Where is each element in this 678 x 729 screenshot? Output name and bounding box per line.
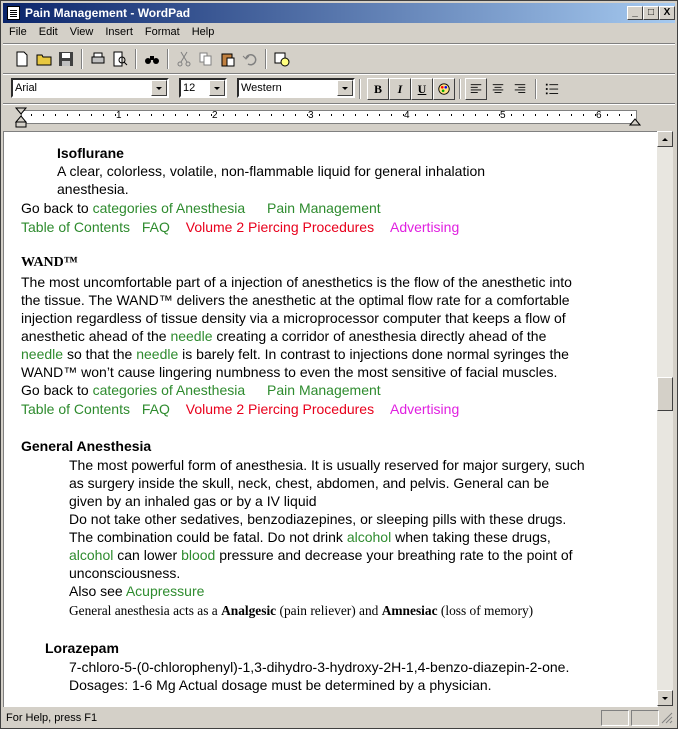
- toolbar-separator: [265, 49, 267, 69]
- cut-scissors-icon[interactable]: [173, 48, 195, 70]
- toolbar-separator: [459, 79, 461, 99]
- ruler-tick: [247, 114, 248, 116]
- chevron-up-icon: [658, 132, 672, 146]
- link-alcohol[interactable]: alcohol: [346, 529, 392, 545]
- ruler-tick: [439, 114, 440, 116]
- ruler-tick: [115, 114, 116, 116]
- maximize-button[interactable]: □: [643, 6, 659, 20]
- vertical-scrollbar[interactable]: [657, 131, 673, 706]
- link-advertising[interactable]: Advertising: [389, 401, 460, 417]
- document-area[interactable]: [3, 131, 658, 707]
- chevron-down-icon[interactable]: [209, 80, 225, 96]
- ruler-tick: [523, 114, 524, 116]
- text-fragment: pressure and decrease your breathing rate to the point of: [219, 547, 573, 563]
- status-panel: [601, 710, 629, 726]
- link-faq[interactable]: FAQ: [141, 401, 170, 417]
- link-alcohol[interactable]: alcohol: [69, 547, 114, 563]
- ruler-tick: [307, 114, 308, 116]
- toolbar-separator: [359, 79, 361, 99]
- text-line: Dosages: 1-6 Mg Actual dosage must be determined by a physician.: [69, 677, 492, 693]
- menu-bar: [3, 24, 675, 43]
- text-fragment: General anesthesia acts as a: [69, 603, 218, 618]
- right-indent-marker[interactable]: [629, 117, 641, 127]
- ruler-number: 5: [500, 110, 506, 121]
- link-needle[interactable]: needle: [170, 328, 213, 344]
- close-button[interactable]: X: [659, 6, 675, 20]
- ruler-tick: [379, 114, 380, 116]
- ruler-tick: [403, 114, 404, 116]
- scroll-thumb[interactable]: [657, 377, 673, 411]
- print-preview-icon[interactable]: [109, 48, 131, 70]
- menu-view[interactable]: View: [69, 26, 94, 38]
- toolbar-separator: [81, 49, 83, 69]
- text-fragment: when taking these drugs,: [395, 529, 551, 545]
- ruler-tick: [163, 114, 164, 116]
- ruler-tick: [295, 114, 296, 116]
- ruler-tick: [487, 114, 488, 116]
- menu-format[interactable]: Format: [144, 26, 180, 38]
- go-back-text: Go back to: [21, 382, 89, 398]
- ruler-tick: [559, 114, 560, 116]
- text-line: the tissue. The WAND™ delivers the anesthetic at the optimal flow rate for a comfortable: [21, 292, 570, 308]
- chevron-down-icon: [658, 691, 672, 705]
- nav-line: [21, 381, 381, 399]
- nav-line: [21, 218, 459, 236]
- ruler-tick: [583, 114, 584, 116]
- text-line: A clear, colorless, volatile, non-flammable liquid for general inhalation: [57, 163, 486, 179]
- link-table-of-contents[interactable]: Table of Contents: [21, 219, 130, 235]
- text-line: unconsciousness.: [69, 565, 181, 581]
- ruler-tick: [199, 114, 200, 116]
- ruler-tick: [79, 114, 80, 116]
- ruler-tick: [283, 114, 284, 116]
- script-combo[interactable]: [237, 78, 355, 98]
- minimize-button[interactable]: _: [627, 6, 643, 20]
- link-categories[interactable]: categories of Anesthesia: [92, 382, 246, 398]
- ruler-tick: [415, 114, 416, 116]
- align-center-icon[interactable]: [487, 78, 509, 100]
- ruler-tick: [103, 114, 104, 116]
- text-line: [21, 327, 546, 345]
- heading-wand: WAND™: [21, 255, 78, 270]
- ruler-tick: [535, 114, 536, 116]
- title-bar[interactable]: [3, 3, 675, 23]
- text-line: 7-chloro-5-(0-chlorophenyl)-1,3-dihydro-3-hydroxy-2H-1,4-benzo-diazepin-2-one.: [69, 659, 570, 675]
- ruler-number: 3: [308, 110, 314, 121]
- toolbar-separator: [135, 49, 137, 69]
- chevron-down-icon[interactable]: [151, 80, 167, 96]
- script-value: Western: [241, 82, 282, 94]
- text-fragment: is barely felt. In contrast to injections done normal syringes the: [182, 346, 569, 362]
- insert-date-time-icon[interactable]: [271, 48, 293, 70]
- status-bar: [3, 708, 675, 728]
- ruler-tick: [43, 114, 44, 116]
- link-needle[interactable]: needle: [21, 346, 64, 362]
- ruler-tick: [235, 114, 236, 116]
- new-document-icon[interactable]: [11, 48, 33, 70]
- toolbar-separator: [167, 49, 169, 69]
- nav-line: [21, 199, 381, 217]
- ruler-number: 4: [404, 110, 410, 121]
- ruler-tick: [55, 114, 56, 116]
- scroll-up-button[interactable]: [657, 131, 673, 147]
- menu-edit[interactable]: Edit: [38, 26, 58, 38]
- heading-general-anesthesia: General Anesthesia: [21, 438, 152, 454]
- link-needle[interactable]: needle: [136, 346, 179, 362]
- link-categories[interactable]: categories of Anesthesia: [92, 200, 246, 216]
- left-indent-marker[interactable]: [15, 107, 29, 129]
- link-advertising[interactable]: Advertising: [389, 219, 460, 235]
- ruler-tick: [127, 114, 128, 116]
- ruler-tick: [331, 114, 332, 116]
- heading-lorazepam: Lorazepam: [45, 640, 119, 656]
- font-name-combo[interactable]: [11, 78, 169, 98]
- go-back-text: Go back to: [21, 200, 89, 216]
- term-analgesic: Analgesic: [221, 603, 277, 618]
- font-size-combo[interactable]: [179, 78, 227, 98]
- font-name-value: Arial: [15, 82, 38, 94]
- term-amnesiac: Amnesiac: [381, 603, 438, 618]
- scroll-down-button[interactable]: [657, 690, 673, 706]
- text-line: Do not take other sedatives, benzodiazepines, or sleeping pills with these drugs.: [69, 511, 567, 527]
- ruler-tick: [319, 114, 320, 116]
- font-size-value: 12: [183, 82, 196, 94]
- text-fragment: so that the: [66, 346, 133, 362]
- text-line: WAND™ won’t cause lingering numbness to even the most sensitive of facial muscles.: [21, 364, 558, 380]
- window-title: Pain Management - WordPad: [25, 6, 191, 20]
- ruler-tick: [223, 114, 224, 116]
- ruler-tick: [619, 114, 620, 116]
- ruler-tick: [511, 114, 512, 116]
- ruler-tick: [211, 114, 212, 116]
- link-acupressure[interactable]: Acupressure: [125, 583, 205, 599]
- ruler-tick: [91, 114, 92, 116]
- text-line: [69, 528, 551, 546]
- menu-help[interactable]: Help: [191, 26, 215, 38]
- status-text: For Help, press F1: [6, 712, 98, 724]
- text-line: The most powerful form of anesthesia. It is usually reserved for major surgery, such: [69, 457, 585, 473]
- link-table-of-contents[interactable]: Table of Contents: [21, 401, 130, 417]
- text-line: [69, 546, 573, 564]
- ruler-strip: [21, 110, 637, 124]
- ruler-tick: [451, 114, 452, 116]
- print-icon[interactable]: [87, 48, 109, 70]
- text-fragment: The combination could be fatal. Do not drink: [69, 529, 343, 545]
- ruler-tick: [631, 114, 632, 116]
- ruler-tick: [271, 114, 272, 116]
- text-line: The most uncomfortable part of a injection of anesthetics is the flow of the anesthetic into: [21, 274, 572, 290]
- ruler-tick: [427, 114, 428, 116]
- link-pain-management[interactable]: Pain Management: [267, 200, 381, 216]
- chevron-down-icon[interactable]: [337, 80, 353, 96]
- ruler-tick: [367, 114, 368, 116]
- ruler-number: 1: [116, 110, 122, 121]
- menu-insert[interactable]: Insert: [105, 26, 133, 38]
- ruler-tick: [31, 114, 32, 116]
- ruler-tick: [259, 114, 260, 116]
- ruler-tick: [355, 114, 356, 116]
- ruler-tick: [499, 114, 500, 116]
- link-pain-management[interactable]: Pain Management: [267, 382, 381, 398]
- ruler-number: 2: [212, 110, 218, 121]
- ruler-tick: [547, 114, 548, 116]
- ruler-tick: [595, 114, 596, 116]
- align-left-icon[interactable]: [465, 78, 487, 100]
- text-fragment: (pain reliever) and: [279, 603, 379, 618]
- color-palette-icon[interactable]: [433, 78, 455, 100]
- menu-file[interactable]: File: [9, 26, 27, 38]
- text-fragment: creating a corridor of anesthesia directly ahead of the: [216, 328, 547, 344]
- text-line: given by an inhaled gas or by a IV liquid: [69, 493, 317, 509]
- ruler-tick: [475, 114, 476, 116]
- ruler-tick: [343, 114, 344, 116]
- ruler[interactable]: [3, 105, 675, 129]
- ruler-tick: [187, 114, 188, 116]
- italic-button[interactable]: I: [389, 78, 411, 100]
- bullets-icon[interactable]: [541, 78, 563, 100]
- undo-icon[interactable]: [239, 48, 261, 70]
- status-panel: [631, 710, 659, 726]
- link-faq[interactable]: FAQ: [141, 219, 170, 235]
- ruler-tick: [391, 114, 392, 116]
- ruler-tick: [571, 114, 572, 116]
- bold-button[interactable]: B: [367, 78, 389, 100]
- text-line: injection regardless of tissue density via a microprocessor computer that keeps a flow of: [21, 310, 566, 326]
- ruler-number: 6: [596, 110, 602, 121]
- toolbar-separator: [535, 79, 537, 99]
- ruler-tick: [607, 114, 608, 116]
- link-volume2[interactable]: Volume 2 Piercing Procedures: [185, 401, 375, 417]
- wordpad-app-icon[interactable]: [7, 6, 20, 20]
- copy-icon[interactable]: [195, 48, 217, 70]
- toolbar-separator-line: [3, 73, 675, 75]
- underline-button[interactable]: U: [411, 78, 433, 100]
- text-line: as surgery inside the skull, neck, chest, abdomen, and pelvis. General can be: [69, 475, 550, 491]
- link-volume2[interactable]: Volume 2 Piercing Procedures: [185, 219, 375, 235]
- ruler-tick: [463, 114, 464, 116]
- align-right-icon[interactable]: [509, 78, 531, 100]
- paste-clipboard-icon[interactable]: [217, 48, 239, 70]
- nav-line: [21, 400, 459, 418]
- find-binoculars-icon[interactable]: [141, 48, 163, 70]
- text-fragment: can lower: [117, 547, 178, 563]
- text-fragment: Also see: [69, 583, 123, 599]
- text-line: [69, 602, 533, 620]
- text-fragment: anesthetic ahead of the: [21, 328, 167, 344]
- open-folder-icon[interactable]: [33, 48, 55, 70]
- text-line: anesthesia.: [57, 181, 129, 197]
- text-fragment: (loss of memory): [440, 603, 534, 618]
- save-disk-icon[interactable]: [55, 48, 77, 70]
- link-blood[interactable]: blood: [181, 547, 216, 563]
- text-line: [21, 345, 569, 363]
- resize-grip-icon[interactable]: [661, 712, 673, 724]
- heading-isoflurane: Isoflurane: [57, 145, 124, 161]
- ruler-tick: [175, 114, 176, 116]
- ruler-tick: [67, 114, 68, 116]
- ruler-tick: [139, 114, 140, 116]
- ruler-tick: [151, 114, 152, 116]
- text-line: [69, 582, 204, 600]
- menu-separator: [3, 43, 675, 45]
